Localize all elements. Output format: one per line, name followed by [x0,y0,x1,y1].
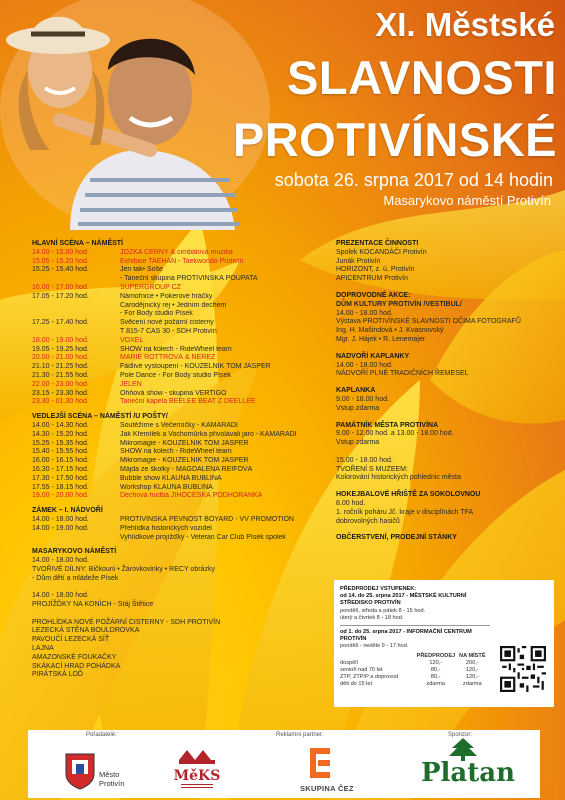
program-time: 15.25 - 15.35 hod. [32,439,89,447]
program-time: 17.30 - 17.50 hod. [32,474,89,482]
mesto-protivin-coat-of-arms-icon [64,752,96,790]
right-section-line: TVOŘENÍ S MUZEEM: [336,465,408,473]
sponsors-bar [28,730,540,798]
event-place: Masarykovo náměstí Protivín [383,193,551,208]
program-row [32,448,332,457]
program-event: Workshop KLAUNA BUBLINA [120,483,213,491]
program-event: Jen tak• Soše [120,266,163,274]
program-event: Svěcení nové požární cisterny [120,319,214,327]
program-event: Námořnice • Pokerové hráčky [120,292,213,300]
square-line: 14.00 - 18.00 hod. [32,557,89,565]
program-row [32,516,332,525]
program-row [32,284,332,293]
program-row [32,354,332,363]
edition-title: XI. Městské [375,6,555,43]
program-time: 20.00 - 21.00 hod. [32,354,89,362]
program-row [32,328,332,337]
program-event: Fádlivé vystoupení - KOUZELNÍK TOM JASPER [120,363,271,371]
program-event: T 815-7 CAS 30 - SDH Protivín [120,327,217,335]
presale-mks-hours1: pondělí, středa a pátek 8 - 15 hod. [340,607,426,614]
program-time: 14.00 - 14.30 hod. [32,421,89,429]
mesto-line1: Město [99,770,120,779]
square-line: AMAZONSKÉ FOUKAČKY [32,653,117,661]
program-row [32,249,332,258]
program-time: 22.00 - 23.00 hod. [32,380,89,388]
program-row [32,310,332,319]
right-section-line: 9.00 - 12.00 hod. a 13.00 - 18.00 hod. [336,430,454,438]
presale-info-box [334,580,554,707]
price-label: děti do 15 let [340,681,373,688]
program-time [32,534,120,543]
program-time: 15.25 - 15.40 hod. [32,266,89,274]
program-event: Pole Dance - For Body studio Písek [120,371,231,379]
square-line: PIRÁTSKÁ LOĎ [32,671,83,679]
cez-logo-icon [306,744,334,782]
program-event: PROTIVÍNSKÁ PEVNOST BOYARD - VV PROMOTION [120,515,294,523]
right-section-title: HOKEJBALOVÉ HŘIŠTĚ ZA SOKOLOVNOU [336,491,481,499]
price-label: dospělí [340,659,359,666]
price-presale: 120,- [429,659,443,666]
price-row [340,681,490,688]
square-line: LAJNA [32,645,54,653]
square-line: PROJÍŽĎKY NA KONÍCH - Stáj Štětice [32,601,154,609]
program-event: Taneční kapela BEELEE BEAT Z DEELLEE [120,398,256,406]
program-row [32,372,332,381]
program-row [32,258,332,267]
program-row [32,525,332,534]
program-event: Mikromagie - KOUZELNÍK TOM JASPER [120,439,249,447]
program-row [32,431,332,440]
right-section-title: DOPROVODNÉ AKCE: [336,291,411,299]
right-section-line: 8.00 hod. [336,499,366,507]
right-section-line: 14.00 - 18.00 hod. [336,309,393,317]
program-row [32,275,332,284]
program-event: - Taneční skupina PROTIVÍNSKÁ POUPATA [120,275,258,283]
side-stage-list [32,422,332,501]
partner-label: Reklamní partner: [276,732,324,738]
main-title-line2: PROTIVÍNSKÉ [232,113,557,166]
right-section-line: 15.00 - 18.00 hod. [336,456,393,464]
program-event: Dechová hudba JIHOČESKÁ PODHORANKA [120,492,263,500]
program-event: Exhibice TAEHAN - Taekwondo Protivín [120,257,244,265]
main-stage-list [32,249,332,407]
program-time: 14.00 - 18.00 hod. [32,515,89,523]
program-time: 14.00 - 15.00 hod. [32,248,89,256]
mesto-line2: Protivín [99,779,125,788]
program-time: 23.30 - 01.30 hod. [32,398,89,406]
right-section-title: KAPLANKA [336,387,376,395]
program-event: SHOW na kolech - RideWheel team [120,345,232,353]
main-stage-title: HLAVNÍ SCÉNA – NÁMĚSTÍ [32,240,124,247]
right-section-line: 14.00 - 18.00 hod. [336,361,393,369]
square-line: TVOŘIVÉ DÍLNY: Bičkouni • Žárovkovinky • RECY obrázky [32,565,215,573]
program-event: Vyhlídkové projížďky - Veteran Car Club Písek spolek [120,533,286,541]
program-time: 14.00 - 19.00 hod. [32,524,89,532]
program-row [32,466,332,475]
price-presale: 80,- [430,667,441,674]
program-row [32,422,332,431]
price-onsite: 120,- [465,674,479,681]
program-time: 15.40 - 15.55 hod. [32,448,89,456]
right-section-line: Kolorování historických pohlednic města [336,474,461,482]
presale-title: PŘEDPRODEJ VSTUPENEK: [340,586,417,592]
program-time [32,310,120,319]
program-time: 17.25 - 17.40 hod. [32,319,89,327]
price-row [340,674,490,681]
price-label: senioři nad 70 let [340,667,383,674]
square-line: LEZECKÁ STĚNA BOULDROVKA [32,627,140,635]
program-event: Májda ze školky - MAGDALÉNA REIFOVÁ [120,465,253,473]
program-time: 19.00 - 20.00 hod. [32,492,89,500]
square-line: 14.00 - 18.00 hod. [32,592,89,600]
program-row [32,457,332,466]
program-time [32,328,120,337]
right-section-title: PAMÁTNÍK MĚSTA PROTIVÍNA [336,421,439,429]
program-time: 21.10 - 21.25 hod. [32,363,89,371]
price-table [340,660,490,689]
right-section-line: 1. ročník poháru Jč. kraje v disciplínách TFA [336,508,474,516]
program-row [32,319,332,328]
square-list [32,557,332,680]
right-section-title: OBČERSTVENÍ, PRODEJNÍ STÁNKY [336,534,457,542]
program-row [32,266,332,275]
program-row [32,346,332,355]
square-line: - Dům dětí a mládeže Písek [32,574,119,582]
program-time [32,275,120,284]
program-event: VOXEL [120,336,144,344]
presale-ic-line: od 1. do 25. srpna 2017 - INFORMAČNÍ CENTRUM PROTIVÍN [340,629,472,643]
program-time: 17.05 - 17.20 hod. [32,292,89,300]
program-row [32,475,332,484]
program-time: 16.00 - 16.15 hod. [32,457,89,465]
program-row [32,398,332,407]
program-event: Ohňová show - skupina VERTIGO [120,389,227,397]
right-section-line: Spolek KOCANDÁČI Protivín [336,248,427,256]
program-event: SHOW na kolech - RideWheel team [120,448,232,456]
program-row [32,484,332,493]
couple-photo [0,0,270,230]
program-event: MARIE ROTTROVÁ & NEŘEŽ [120,354,216,362]
program-right-column [336,240,541,543]
program-time: 17.55 - 18.15 hod. [32,483,89,491]
program-time: 18.00 - 19.00 hod. [32,336,89,344]
price-row [340,667,490,674]
program-event: Soutěžíme s Večerníčky - KAMARÁDI [120,421,238,429]
square-line: PROHLÍDKA NOVÉ POŽÁRNÍ CISTERNY - SDH PROTIVÍN [32,618,221,626]
price-row [340,660,490,667]
platan-logo-text: Platan [421,758,516,788]
side-stage-title: VEDLEJŠÍ SCÉNA – NÁMĚSTÍ /U POŠTY/ [32,413,168,421]
program-time: 15.05 - 15.20 hod. [32,257,89,265]
square-title: MASARYKOVO NÁMĚSTÍ [32,548,117,556]
right-section-line: Vstup zdarma [336,404,380,412]
right-section-line: Výstava PROTIVÍNSKÉ SLAVNOSTI OČIMA FOTOGRAFŮ [336,318,521,326]
right-section-line: dobrovolných hasičů [336,517,400,525]
presale-ic-hours: pondělí - neděle 9 - 17 hod. [340,643,409,650]
program-time [32,302,120,311]
organizer-label: Pořadatelé: [86,732,117,738]
price-label: ZTP, ZTP/P a doprovod [340,674,399,681]
main-title-line1: SLAVNOSTI [287,51,557,104]
right-section-line [336,448,541,457]
program-event: SUPERGROUP CZ [120,283,181,291]
program-event: Jak Křemílek a Vochomůrka přivolávali jaro - KAMARÁDI [120,430,297,438]
price-presale: 80,- [430,674,441,681]
program-time: 21.30 - 21.55 hod. [32,371,89,379]
price-onsite: 120,- [465,667,479,674]
program-row [32,492,332,501]
program-time: 23.15 - 23.30 hod. [32,389,89,397]
right-section-line: 9.00 - 18.00 hod. [336,395,389,403]
qr-code-icon [500,646,546,692]
price-onsite: zdarma [462,681,482,688]
program-event: Přehlídka historických vozidel [120,524,212,532]
program-event: Čarodějnický rej • Jedním dechem [120,301,227,309]
price-presale: zdarma [426,681,446,688]
event-date: sobota 26. srpna 2017 od 14 hodin [274,170,553,190]
program-row [32,293,332,302]
right-section-title: NÁDVOŘÍ KAPLANKY [336,352,410,360]
program-row [32,337,332,346]
right-section-line: Mgr. J. Hájek • R. Lenemajer [336,335,426,343]
right-section-title: PREZENTACE ČINNOSTI [336,240,419,247]
square-line: PAVOUČÍ LEZECKÁ SÍŤ [32,636,110,644]
program-row [32,534,332,543]
right-section-line: DŮM KULTURY PROTIVÍN /VESTIBUL/ [336,300,462,308]
square-line [32,583,332,592]
program-row [32,381,332,390]
mesto-protivin-logo-text [99,770,124,788]
divider [340,625,490,626]
program-row [32,302,332,311]
right-section-line: Vstup zdarma [336,439,380,447]
presale-mks-hours2: úterý a čtvrtek 8 - 18 hod. [340,614,404,621]
program-time: 16.30 - 17.15 hod. [32,465,89,473]
square-line [32,610,332,619]
program-row [32,440,332,449]
right-section-line: Ing. H. Mašindová • J. Kvasnovský [336,327,444,335]
program-event: - For Body studio Písek [120,310,193,318]
cez-logo-text: SKUPINA ČEZ [300,784,354,793]
right-section-line: APICENTRUM Protivín [336,275,408,283]
meks-logo [173,746,221,792]
program-row [32,390,332,399]
square-line: SKÁKACÍ HRAD POHÁDKA [32,662,121,670]
program-event: JOŽKA ČERNÝ & cimbálová muzika [120,248,233,256]
program-row [32,363,332,372]
meks-logo-text: MěKS [173,768,221,784]
program-time: 14.30 - 15.20 hod. [32,430,89,438]
price-onsite: 200,- [465,659,479,666]
sponsor-label: Sponzor: [448,732,473,738]
program-time: 19.05 - 19.25 hod. [32,345,89,353]
program-event: JELEN [120,380,142,388]
castle-title: ZÁMEK – I. NÁDVOŘÍ [32,507,103,515]
col-presale: PŘEDPRODEJ [416,652,456,659]
program-left-column [32,240,332,680]
castle-list [32,516,332,542]
program-event: Bubble show KLAUNA BUBLINA [120,474,222,482]
col-onsite: NA MÍSTĚ [459,652,486,659]
program-event: Mikromagie - KOUZELNÍK TOM JASPER [120,457,249,465]
program-time: 16.00 - 17.00 hod. [32,283,89,291]
right-section-line: NÁDVOŘÍ PLNÉ TRADIČNÍCH ŘEMESEL [336,370,469,378]
right-section-line: HORIZONT, z. ú. Protivín [336,266,415,274]
right-section-line: Junák Protivín [336,257,381,265]
presale-mks-line: od 14. do 25. srpna 2017 - MĚSTSKÉ KULTURNÍ STŘEDISKO PROTIVÍN [340,593,467,607]
price-table-header [340,653,490,660]
